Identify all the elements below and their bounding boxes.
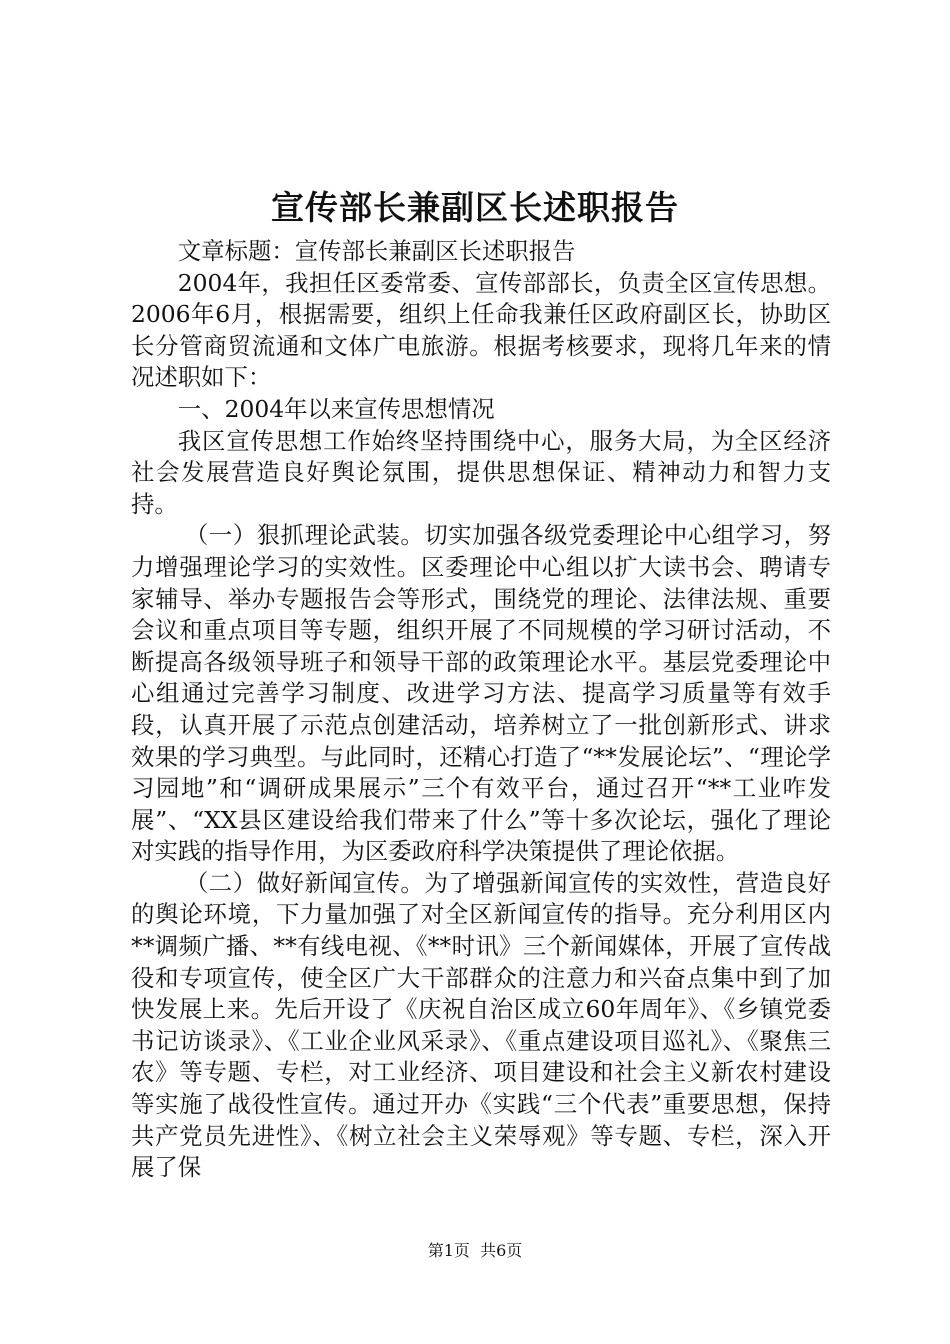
document-body [131,236,831,1184]
theory-paragraph: （一）狠抓理论武装。切实加强各级党委理论中心组学习，努力增强理论学习的实效性。区委理论中心组以扩大读书会、聘请专家辅导、举办专题报告会等形式，围绕党的理论、法律法规、重要会议和重点项目等专题，组织开展了不同规模的学习研讨活动，不断提高各级领导班子和领导干部的政策理论水平。基层党委理论中心组通过完善学习制度、改进学习方法、提高学习质量等有效手段，认真开展了示范点创建活动，培养树立了一批创新形式、讲求效果的学习典型。与此同时，还精心打造了“**发展论坛”、“理论学习园地”和“调研成果展示”三个有效平台，通过召开“**工业咋发展”、“XX县区建设给我们带来了什么”等十多次论坛，强化了理论对实践的指导作用，为区委政府科学决策提供了理论依据。 [131,521,831,866]
article-title-line: 文章标题：宣传部长兼副区长述职报告 [177,237,576,265]
news-paragraph: （二）做好新闻宣传。为了增强新闻宣传的实效性，营造良好的舆论环境，下力量加强了对全区新闻宣传的指导。充分利用区内**调频广播、**有线电视、《**时讯》三个新闻媒体，开展了宣传战役和专项宣传，使全区广大干部群众的注意力和兴奋点集中到了加快发展上来。先后开设了《庆祝自治区成立60年周年》、《乡镇党委书记访谈录》、《工业企业风采录》、《重点建设项目巡礼》、《聚焦三农》等专题、专栏，对工业经济、项目建设和社会主义新农村建设等实施了战役性宣传。通过开办《实践“三个代表”重要思想，保持共产党员先进性》、《树立社会主义荣辱观》等专题、专栏，深入开展了保 [131,868,831,1182]
section-intro-paragraph: 我区宣传思想工作始终坚持围绕中心，服务大局，为全区经济社会发展营造良好舆论氛围，提供思想保证、精神动力和智力支持。 [131,426,831,518]
section-heading: 一、2004年以来宣传思想情况 [177,394,495,423]
document-title: 宣传部长兼副区长述职报告 [271,188,679,227]
page-footer: 第1页 共6页 [427,1241,523,1260]
intro-paragraph: 2004年，我担任区委常委、宣传部部长，负责全区宣传思想。2006年6月，根据需要，组织上任命我兼任区政府副区长，协助区长分管商贸流通和文体广电旅游。根据考核要求，现将几年来的情况述职如下： [131,268,831,392]
